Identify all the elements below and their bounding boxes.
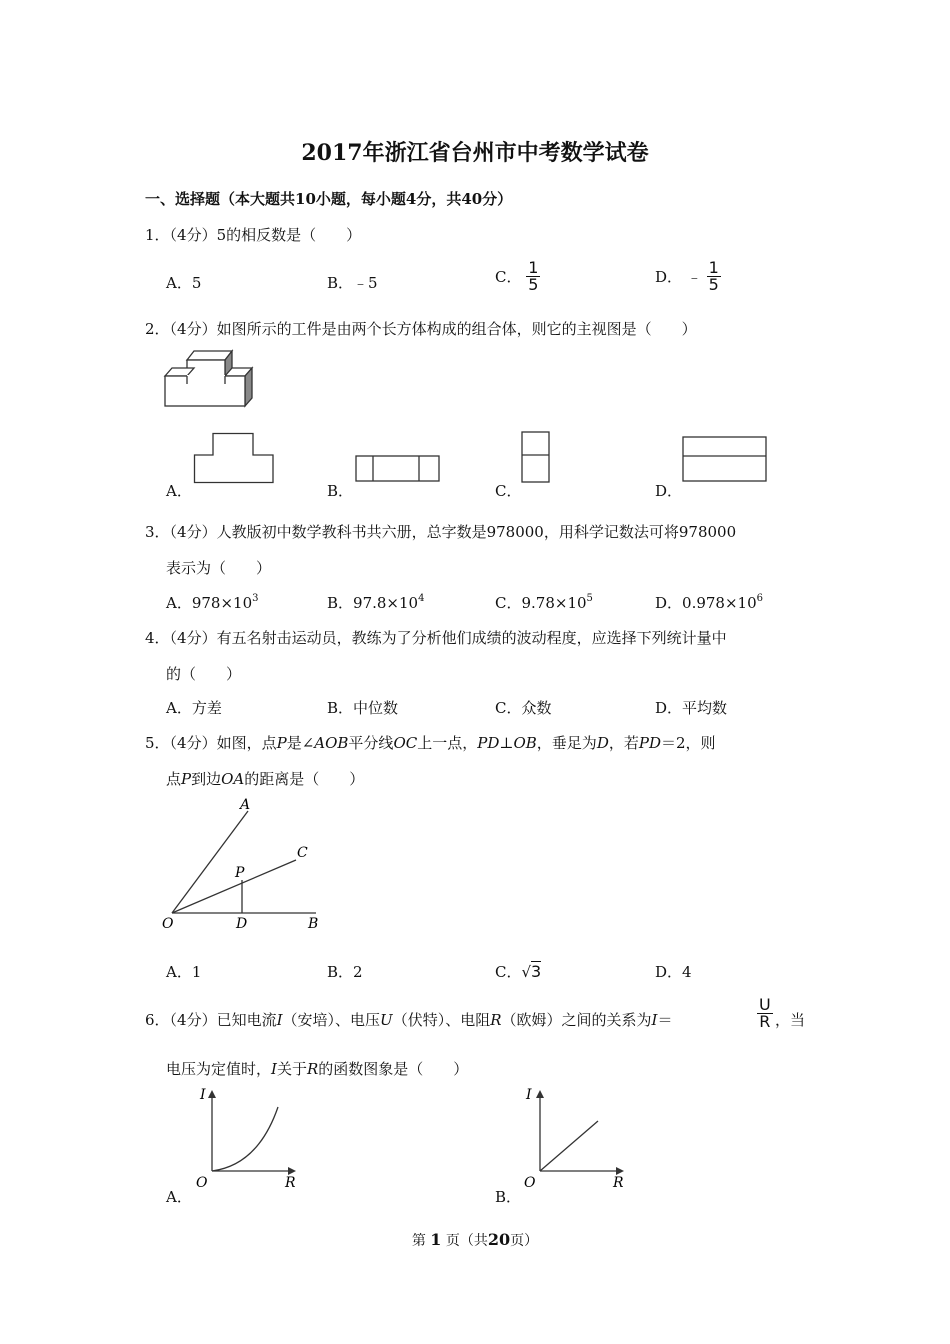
q2-option-d-figure	[682, 436, 769, 484]
text: ⊥	[499, 734, 514, 752]
q6-option-b: B．	[495, 1188, 522, 1206]
line	[540, 1121, 598, 1171]
text: 到边	[191, 770, 222, 788]
q4-stem-line2: 的（ ）	[166, 665, 242, 683]
text: OA	[221, 770, 245, 788]
label-a: A	[240, 797, 251, 813]
page-footer	[0, 1230, 950, 1250]
q2-option-a: A．	[166, 482, 192, 500]
q4-stem-line1: 4．（4分）有五名射击运动员，教练为了分析他们成绩的波动程度，应选择下列统计量中	[145, 629, 727, 647]
fraction-numerator: U	[759, 995, 771, 1014]
text: R	[306, 1060, 319, 1078]
q5-option-c-label: C．	[495, 963, 522, 981]
q2-option-b: B．	[327, 482, 354, 500]
q3-option-d-exponent: 6	[756, 593, 763, 604]
text: OC	[393, 734, 418, 752]
q3-stem-line1: 3．（4分）人教版初中数学教科书共六册，总字数是978000，用科学记数法可将978000	[145, 523, 737, 541]
label-o: O	[162, 916, 174, 932]
axis-label-r: R	[285, 1175, 296, 1191]
q5-option-a: A．1	[166, 963, 202, 981]
q5-stem-line2	[166, 768, 364, 789]
q5-option-c-radicand: 3	[531, 962, 542, 981]
text: 6．（4分）已知电流	[145, 1011, 277, 1029]
q3-option-b	[327, 592, 424, 613]
q1-option-d	[655, 260, 721, 293]
text: ＝	[657, 1011, 673, 1029]
q3-option-c-base: C．9.78×10	[495, 594, 587, 612]
fraction-denominator: R	[757, 1013, 773, 1030]
text: I	[271, 1060, 277, 1078]
text: 5．（4分）如图，点	[145, 734, 277, 752]
q4-option-c: C．众数	[495, 699, 552, 717]
ray-oc	[172, 860, 296, 913]
text: I	[651, 1011, 658, 1029]
fraction-denominator: 5	[528, 275, 539, 294]
q3-option-b-exponent: 4	[418, 593, 425, 604]
text: R	[490, 1011, 502, 1029]
text: 电压为定值时，	[166, 1060, 272, 1078]
q2-option-d: D．	[655, 482, 683, 500]
q1-stem: 1．（4分）5的相反数是（ ）	[145, 226, 362, 244]
text: PD	[638, 734, 661, 752]
q5-stem-line1	[145, 732, 716, 753]
q1-option-c	[495, 260, 540, 293]
fraction-numerator: 1	[708, 258, 719, 277]
q3-option-c	[495, 592, 593, 613]
label-c: C	[297, 845, 308, 861]
q6-stem-line2	[166, 1058, 468, 1079]
text: 点	[166, 770, 182, 788]
text: I	[276, 1011, 283, 1029]
label-b: B	[308, 916, 319, 932]
q2-option-b-figure	[355, 455, 441, 483]
axis-label-o: O	[524, 1175, 536, 1191]
q3-option-d-base: D．0.978×10	[655, 594, 757, 612]
text: U	[380, 1011, 393, 1029]
text: OB	[513, 734, 537, 752]
text: （伏特）、电阻	[392, 1011, 491, 1029]
q6-formula-fraction	[757, 997, 773, 1030]
axis-label-o: O	[196, 1175, 208, 1191]
text: 的距离是（ ）	[244, 770, 365, 788]
q3-option-b-base: B．97.8×10	[327, 594, 419, 612]
page-total: 20	[487, 1230, 511, 1249]
text: 的函数图象是（ ）	[318, 1060, 469, 1078]
text: 是∠	[286, 734, 315, 752]
page-title: 2017年浙江省台州市中考数学试卷	[301, 140, 649, 166]
q1-option-c-label: C．	[495, 268, 522, 286]
sqrt-sign: √	[521, 963, 532, 981]
q4-option-d: D．平均数	[655, 699, 728, 717]
q3-option-d	[655, 592, 763, 613]
q3-option-a-exponent: 3	[252, 593, 259, 604]
fraction-denominator: 5	[708, 275, 719, 294]
q2-stem: 2．（4分）如图所示的工件是由两个长方体构成的组合体，则它的主视图是（ ）	[145, 320, 697, 338]
q1-option-d-sign: ﹣	[686, 268, 702, 286]
text: P	[181, 770, 192, 788]
q2-option-c-figure	[521, 431, 551, 484]
text: ，若	[608, 734, 639, 752]
text: 平分线	[348, 734, 394, 752]
q1-option-d-label: D．	[655, 268, 683, 286]
q5-angle-figure	[158, 795, 328, 937]
curve	[212, 1107, 278, 1171]
q5-option-b: B．2	[327, 963, 363, 981]
q6-option-a-graph	[188, 1085, 303, 1193]
text: ，垂足为	[536, 734, 597, 752]
q3-stem-line2: 表示为（ ）	[166, 559, 272, 577]
text: （安培）、电压	[282, 1011, 381, 1029]
text: 关于	[276, 1060, 307, 1078]
text: 页）	[510, 1233, 539, 1249]
q3-option-c-exponent: 5	[586, 593, 593, 604]
ray-oa	[172, 811, 248, 913]
text: 页（共	[445, 1233, 488, 1249]
q5-option-d: D．4	[655, 963, 692, 981]
text: （欧姆）之间的关系为	[501, 1011, 652, 1029]
q5-option-c	[495, 961, 541, 982]
text: ＝2，则	[660, 734, 716, 752]
axis-label-i: I	[200, 1087, 206, 1103]
q4-option-a: A．方差	[166, 699, 222, 717]
q1-option-d-fraction	[707, 260, 721, 293]
q6-stem-line1-end: ，当	[775, 1011, 806, 1029]
q3-option-a	[166, 592, 259, 613]
axis-label-r: R	[613, 1175, 624, 1191]
q3-option-a-base: A．978×10	[166, 594, 253, 612]
text: 上一点，	[417, 734, 478, 752]
text: AOB	[314, 734, 349, 752]
q1-option-a: A．5	[166, 274, 202, 292]
label-p: P	[235, 865, 245, 881]
page-number: 1	[430, 1230, 442, 1249]
label-d: D	[236, 916, 248, 932]
fraction-numerator: 1	[528, 258, 539, 277]
q2-workpiece-figure	[162, 348, 257, 410]
text: 第	[411, 1233, 426, 1249]
text: PD	[477, 734, 500, 752]
axis-label-i: I	[526, 1087, 532, 1103]
q1-option-b: B．﹣5	[327, 274, 378, 292]
q2-option-c: C．	[495, 482, 522, 500]
q2-option-a-figure	[193, 432, 277, 484]
text: P	[276, 734, 287, 752]
q4-option-b: B．中位数	[327, 699, 399, 717]
section-heading: 一、选择题（本大题共10小题，每小题4分，共40分）	[145, 190, 513, 208]
q6-option-a: A．	[166, 1188, 192, 1206]
q6-option-b-graph	[516, 1085, 631, 1193]
q6-stem-line1	[145, 1009, 672, 1030]
q1-option-c-fraction	[526, 260, 540, 293]
text: D	[596, 734, 609, 752]
